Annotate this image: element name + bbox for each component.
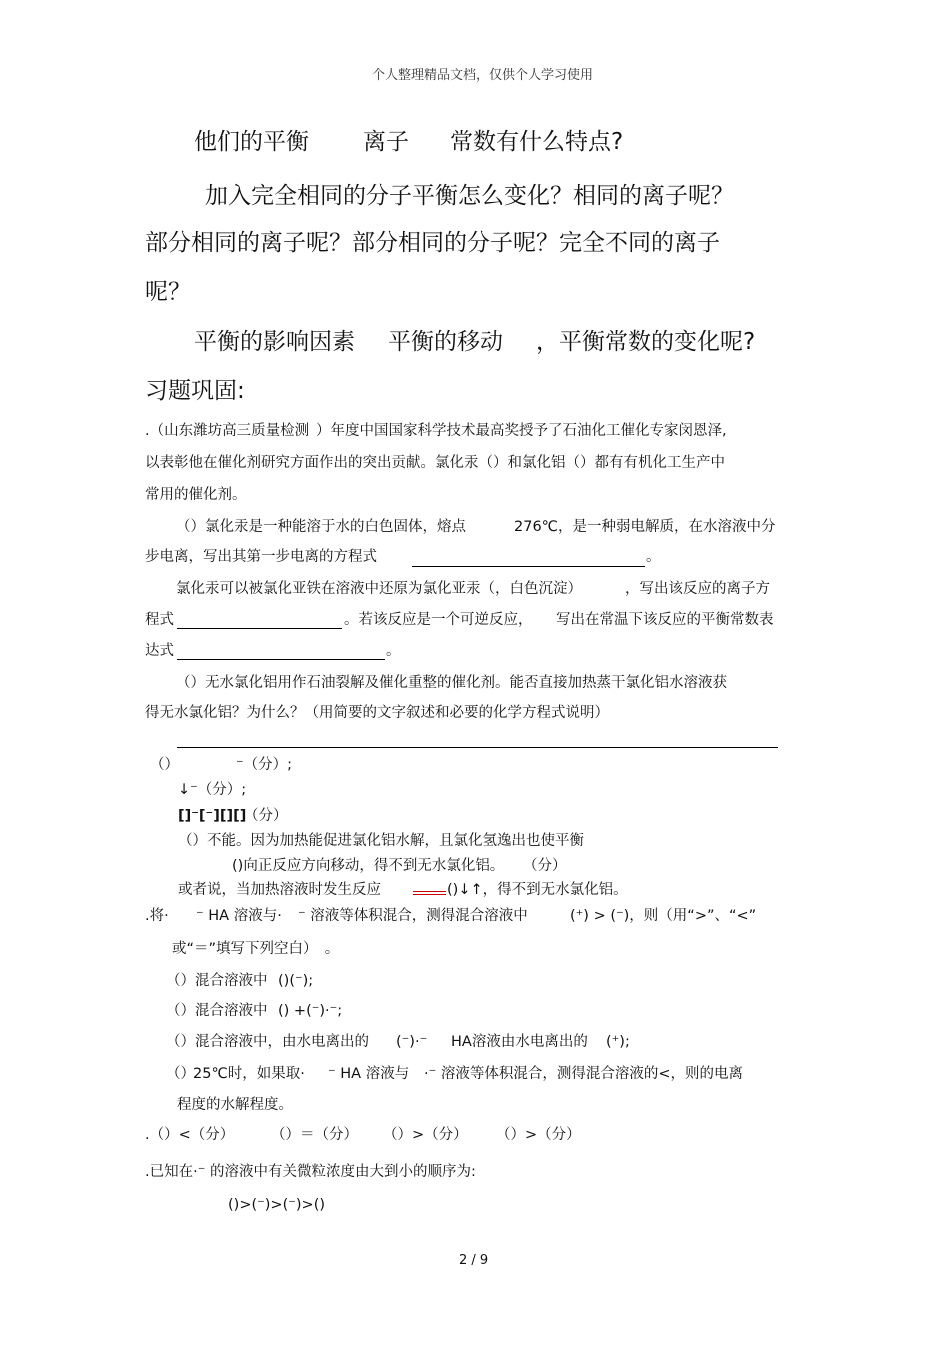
q1-part1-d: 。	[646, 549, 661, 565]
q1-part2-a: 氯化汞可以被氯化亚铁在溶液中还原为氯化亚汞（，白色沉淀）	[176, 581, 582, 597]
q2-sub4-b: 25℃时，如果取·	[193, 1066, 305, 1082]
q2-sub3-d: (⁺);	[606, 1034, 630, 1050]
q1-part2-f: 达式	[145, 643, 174, 659]
a1-line-6a: 或者说，当加热溶液时发生反应	[178, 882, 381, 898]
a1-line-5b: （分）	[523, 858, 567, 874]
q2-sub4-d: ·⁻ 溶液等体积混合，测得混合溶液的<，则的电离	[424, 1066, 744, 1082]
question-line-1a: 他们的平衡	[194, 129, 309, 155]
answer-blank-1	[412, 565, 645, 567]
q2-line-1b: ⁻ HA 溶液与·	[196, 908, 282, 924]
q2-sub2-b: () +(⁻)·⁻;	[278, 1003, 343, 1019]
answer-blank-3	[177, 658, 385, 660]
q2-sub4-c: ⁻ HA 溶液与	[328, 1066, 410, 1082]
a1-line-2: ↓⁻（分）;	[178, 782, 247, 798]
a1-line-1a: （）	[150, 757, 179, 773]
q1-part2-c: 程式	[145, 612, 174, 628]
q2-sub3-a: （）混合溶液中，由水电离出的	[166, 1034, 369, 1050]
a1-line-3b: （分）	[244, 808, 288, 824]
q3-line-2: ()>(⁻)>(⁻)>()	[228, 1197, 326, 1213]
a2-part-d: （）>（分）	[496, 1127, 581, 1143]
q1-part2-g: 。	[386, 643, 401, 659]
a1-line-1b: ⁻（分）;	[236, 757, 293, 773]
q2-sub1-a: （）混合溶液中	[166, 973, 268, 989]
equilibrium-arrow-top	[413, 891, 446, 892]
q1-line-1b: ）年度中国国家科学技术最高奖授予了石油化工催化专家闵恩泽,	[316, 423, 727, 439]
q2-sub5: 程度的水解程度。	[177, 1097, 293, 1113]
q1-part2-e: 写出在常温下该反应的平衡常数表	[556, 612, 774, 628]
question-line-1b: 离子	[363, 129, 409, 155]
page-number: 2 / 9	[459, 1253, 489, 1268]
q1-part2-b: ，写出该反应的离子方	[625, 581, 770, 597]
q2-sub3-b: (⁻)·⁻	[396, 1034, 428, 1050]
q1-part1-a: （）氯化汞是一种能溶于水的白色固体，熔点	[176, 519, 466, 535]
question-line-2: 加入完全相同的分子平衡怎么变化？相同的离子呢？	[205, 183, 734, 209]
q2-line-1a: .将·	[145, 908, 169, 924]
q2-line-1d: (⁺) > (⁻)，则（用“>”、“<”	[570, 908, 757, 924]
q1-part3-a: （）无水氯化铝用作石油裂解及催化重整的催化剂。能否直接加热蒸干氯化铝水溶液获	[176, 675, 727, 691]
q2-sub2-a: （）混合溶液中	[166, 1003, 268, 1019]
page-header: 个人整理精品文档，仅供个人学习使用	[372, 68, 594, 83]
answer-line	[177, 747, 778, 748]
question-line-5b: 平衡的移动	[388, 329, 503, 355]
a2-part-c: （）>（分）	[383, 1127, 468, 1143]
q1-line-1a: .（山东潍坊高三质量检测	[145, 423, 310, 439]
question-line-5a: 平衡的影响因素	[194, 329, 355, 355]
equilibrium-arrow-bottom	[413, 894, 446, 895]
a2-part-b: （）＝（分）	[271, 1127, 358, 1143]
q2-line-2: 或“＝”填写下列空白） 。	[172, 941, 340, 957]
q2-sub3-c: HA溶液由水电离出的	[451, 1034, 588, 1050]
q1-part1-b: 276℃，是一种弱电解质，在水溶液中分	[514, 519, 776, 535]
exercise-heading: 习题巩固:	[145, 378, 245, 404]
a1-line-5a: ()向正反应方向移动，得不到无水氯化铝。	[232, 858, 505, 874]
q1-part1-c: 步电离，写出其第一步电离的方程式	[145, 549, 377, 565]
q1-line-2: 以表彰他在催化剂研究方面作出的突出贡献。氯化汞（）和氯化铝（）都有有机化工生产中	[145, 455, 725, 471]
q2-line-1c: ⁻ 溶液等体积混合，测得混合溶液中	[298, 908, 528, 924]
q2-sub4-a: （）	[166, 1066, 195, 1082]
q1-part2-d: 。若该反应是一个可逆反应，	[344, 612, 533, 628]
a1-line-6b: ()↓↑，得不到无水氯化铝。	[447, 882, 628, 898]
q3-line-1: .已知在·⁻ 的溶液中有关微粒浓度由大到小的顺序为:	[145, 1164, 476, 1180]
question-line-5c: ，平衡常数的变化呢?	[536, 329, 756, 355]
q1-part3-b: 得无水氯化铝？为什么？（用简要的文字叙述和必要的化学方程式说明）	[145, 705, 609, 721]
a2-part-a: .（）<（分）	[145, 1127, 235, 1143]
question-line-4: 呢？	[145, 279, 191, 305]
q2-sub1-b: ()(⁻);	[278, 973, 314, 989]
question-line-3: 部分相同的离子呢？部分相同的分子呢？完全不同的离子	[145, 230, 720, 256]
answer-blank-2	[177, 627, 342, 629]
a1-line-3a: []⁻[⁻][][]	[178, 808, 247, 824]
a1-line-4: （）不能。因为加热能促进氯化铝水解，且氯化氢逸出也使平衡	[178, 833, 584, 849]
question-line-1c: 常数有什么特点?	[450, 129, 624, 155]
q1-line-3: 常用的催化剂。	[145, 487, 247, 503]
